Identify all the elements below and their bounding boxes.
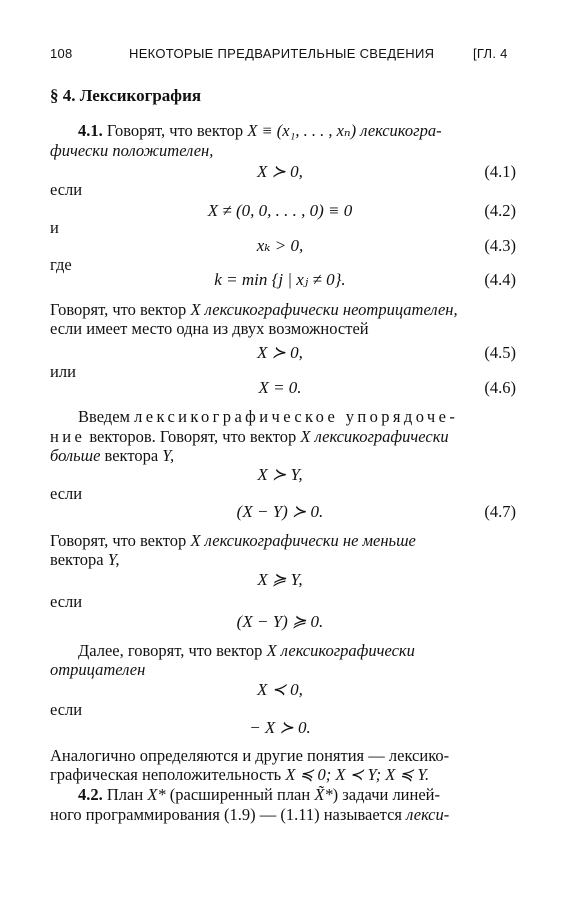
section-title: § 4. Лексикография [50,86,202,105]
paragraph-number: 4.1. [78,121,103,140]
text: Говорят, что вектор [50,300,191,319]
equation-number-4-5: (4.5) [484,343,516,362]
paragraph-ordering-line-3 [50,446,174,466]
text: вектора [50,550,108,569]
text: ного программирования (1.9) — (1.11) называется [50,805,407,824]
word-esli: если [50,180,83,199]
symbol-x: X [300,427,311,446]
equation-4-7: (X − Y) ≻ 0. [236,502,324,521]
paragraph-not-less-line-2 [50,550,120,570]
equation-number-4-7: (4.7) [484,502,516,521]
term: больше [50,446,101,465]
term: лексикографически не меньше [200,531,416,550]
term: лексикогра- [356,121,442,140]
equation-number-4-2: (4.2) [484,201,516,220]
text: векторов. Говорят, что вектор [85,427,301,446]
paragraph-4-1-line-1 [78,121,442,141]
term: лекси- [406,805,450,824]
equation-4-2: X ≠ (0, 0, . . . , 0) ≡ 0 [207,201,353,220]
text: Далее, говорят, что вектор [78,641,267,660]
text: вектора [100,446,163,465]
vector-x-definition: X ≡ (x₁, . . . , xₙ) [247,121,357,140]
paragraph-nonnegative-line-2: если имеет место одна из двух возможностей [50,319,369,338]
equation-x-minus-y-geq-0: (X − Y) ≽ 0. [236,612,324,631]
word-ili: или [50,362,76,381]
symbol-y: Y, [162,446,175,465]
paragraph-ordering-line-2 [50,427,449,447]
paragraph-ordering-line-1 [78,407,458,427]
paragraph-nonnegative-line-1 [50,300,458,320]
paragraph-4-1-line-2: фически положителен, [50,141,214,160]
word-esli: если [50,484,83,503]
word-esli: если [50,700,83,719]
symbol-x: X [266,641,277,660]
paragraph-analogous-line-1: Аналогично определяются и другие понятия — лексико- [50,746,450,765]
text: графическая неположительность [50,765,286,784]
text: (расширенный план [165,785,315,804]
equation-4-1: X ≻ 0, [257,162,303,181]
paragraph-negative-line-2: отрицателен [50,660,146,679]
equation-4-4: k = min {j | xⱼ ≠ 0}. [214,270,346,289]
word-esli: если [50,592,83,611]
symbol-x-tilde-star: X̃* [314,785,333,804]
equation-number-4-4: (4.4) [484,270,516,289]
text: ) задачи линей- [332,785,440,804]
equation-4-6: X = 0. [258,378,302,397]
paragraph-not-less-line-1 [50,531,416,551]
equation-number-4-1: (4.1) [484,162,516,181]
text: Говорят, что вектор [102,121,248,140]
symbol-x: X [190,300,201,319]
page-number: 108 [50,46,73,61]
symbol-x: X [190,531,201,550]
equation-number-4-6: (4.6) [484,378,516,397]
equation-4-5: X ≻ 0, [257,343,303,362]
term: лексикографически неотрицателен, [200,300,458,319]
word-gde: где [50,255,72,274]
word-i: и [50,218,59,237]
relations: X ≼ 0; X ≺ Y; X ≼ Y. [285,765,430,784]
symbol-x-star: X* [147,785,166,804]
paragraph-4-2-line-1 [78,785,440,805]
spaced-term: лексикографическое упорядоче- [134,407,459,426]
equation-x-less-0: X ≺ 0, [257,680,303,699]
term: лексикографически [276,641,415,660]
text: План [102,785,148,804]
equation-x-geq-y: X ≽ Y, [257,570,303,589]
running-title: НЕКОТОРЫЕ ПРЕДВАРИТЕЛЬНЫЕ СВЕДЕНИЯ [129,46,435,61]
paragraph-number: 4.2. [78,785,103,804]
symbol-y: Y, [107,550,120,569]
chapter-reference: [ГЛ. 4 [473,46,508,61]
term: лексикографически [310,427,449,446]
paragraph-4-2-line-2 [50,805,449,825]
equation-number-4-3: (4.3) [484,236,516,255]
text: Введем [78,407,135,426]
paragraph-negative-line-1 [78,641,415,661]
text: Говорят, что вектор [50,531,191,550]
equation-4-3: xₖ > 0, [256,236,304,255]
equation-minus-x-greater-0: − X ≻ 0. [249,718,311,737]
spaced-term: ние [50,427,86,446]
equation-x-greater-y: X ≻ Y, [257,465,303,484]
paragraph-analogous-line-2 [50,765,429,785]
